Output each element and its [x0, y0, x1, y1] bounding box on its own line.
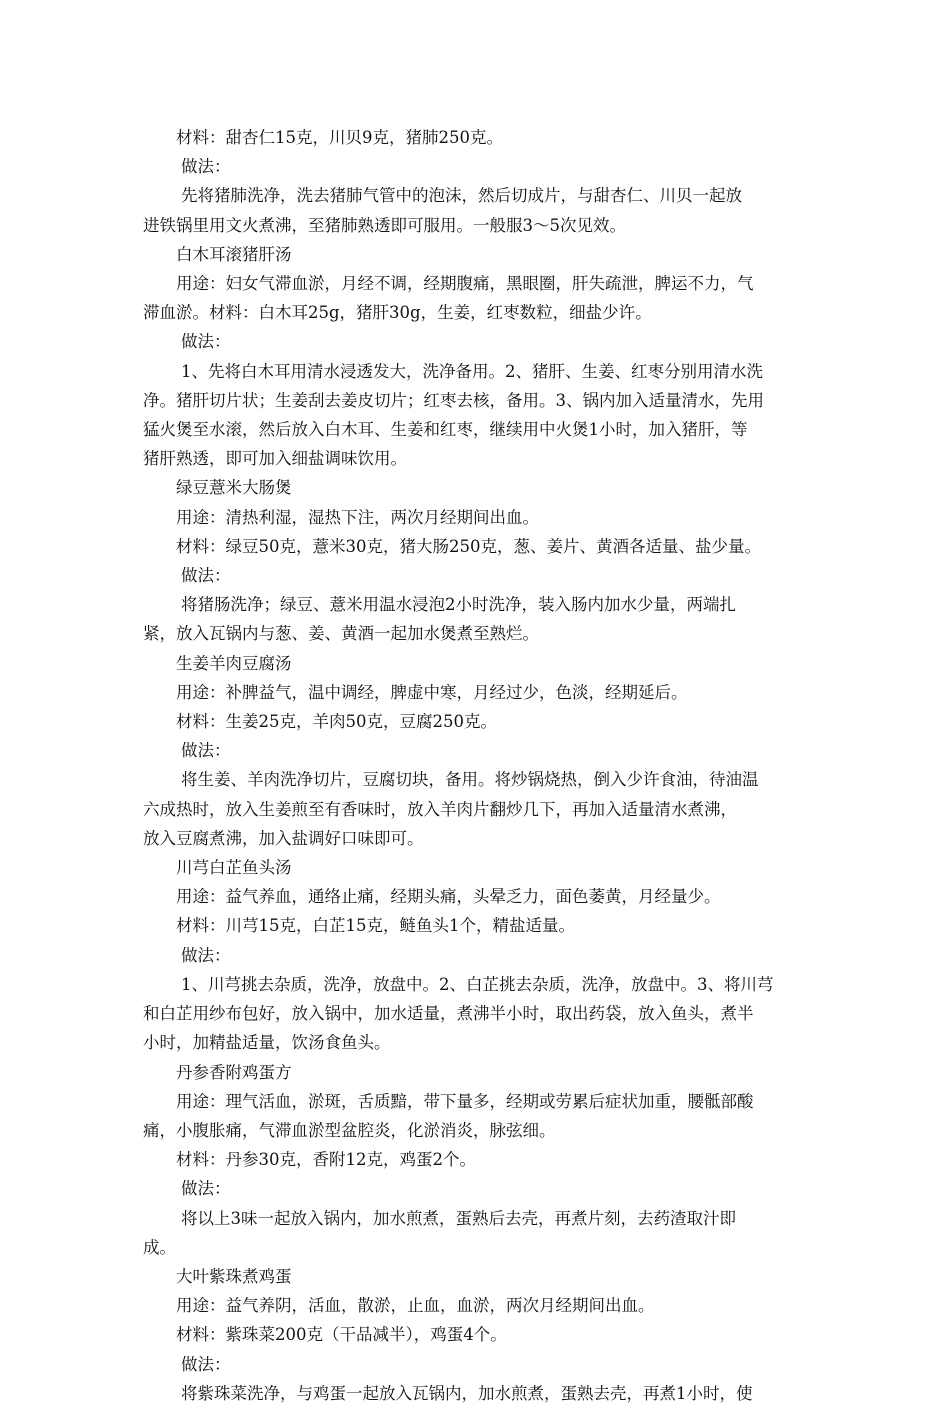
text-line: 绿豆薏米大肠煲: [176, 478, 292, 498]
text-line: 做法：: [181, 157, 231, 177]
text-line: 大叶紫珠煮鸡蛋: [176, 1266, 292, 1286]
text-line: 放入豆腐煮沸，加入盐调好口味即可。: [143, 828, 424, 848]
text-line: 痛，小腹胀痛，气滞血淤型盆腔炎，化淤消炎，脉弦细。: [143, 1120, 556, 1140]
text-line: 将猪肠洗净；绿豆、薏米用温水浸泡2小时洗净，装入肠内加水少量，两端扎: [181, 595, 736, 615]
text-line: 1、先将白木耳用清水浸透发大，洗净备用。2、猪肝、生姜、红枣分别用清水洗: [181, 361, 763, 381]
text-line: 材料：生姜25克，羊肉50克，豆腐250克。: [176, 712, 497, 732]
text-line: 生姜羊肉豆腐汤: [176, 653, 292, 673]
text-line: 做法：: [181, 332, 231, 352]
text-line: 做法：: [181, 566, 231, 586]
text-line: 进铁锅里用文火煮沸，至猪肺熟透即可服用。一般服3～5次见效。: [143, 215, 626, 235]
text-line: 材料：丹参30克，香附12克，鸡蛋2个。: [176, 1150, 476, 1170]
text-line: 1、川芎挑去杂质，洗净，放盘中。2、白芷挑去杂质，洗净，放盘中。3、将川芎: [181, 974, 774, 994]
text-line: 净。猪肝切片状；生姜刮去姜皮切片；红枣去核，备用。3、锅内加入适量清水，先用: [143, 390, 764, 410]
text-line: 用途：理气活血，淤斑，舌质黯，带下量多，经期或劳累后症状加重，腰骶部酸: [176, 1091, 754, 1111]
text-line: 做法：: [181, 741, 231, 761]
text-line: 材料：绿豆50克，薏米30克，猪大肠250克，葱、姜片、黄酒各适量、盐少量。: [176, 536, 761, 556]
text-line: 川芎白芷鱼头汤: [176, 858, 292, 878]
text-line: 将生姜、羊肉洗净切片，豆腐切块，备用。将炒锅烧热，倒入少许食油，待油温: [181, 770, 759, 790]
text-line: 丹参香附鸡蛋方: [176, 1062, 292, 1082]
text-line: 用途：妇女气滞血淤，月经不调，经期腹痛，黑眼圈，肝失疏泄，脾运不力，气: [176, 274, 754, 294]
text-line: 六成热时，放入生姜煎至有香味时，放入羊肉片翻炒几下，再加入适量清水煮沸，: [143, 799, 737, 819]
text-line: 成。: [143, 1237, 176, 1257]
document-page: [143, 123, 808, 1408]
text-line: 做法：: [181, 1179, 231, 1199]
text-line: 用途：益气养阴，活血，散淤，止血，血淤，两次月经期间出血。: [176, 1296, 655, 1316]
text-line: 材料：川芎15克，白芷15克，鲢鱼头1个，精盐适量。: [176, 916, 575, 936]
text-line: 白木耳滚猪肝汤: [176, 244, 292, 264]
text-line: 和白芷用纱布包好，放入锅中，加水适量，煮沸半小时，取出药袋，放入鱼头，煮半: [143, 1004, 754, 1024]
text-line: 小时，加精盐适量，饮汤食鱼头。: [143, 1033, 391, 1053]
text-line: 用途：益气养血，通络止痛，经期头痛，头晕乏力，面色萎黄，月经量少。: [176, 887, 721, 907]
text-line: 做法：: [181, 945, 231, 965]
text-line: 先将猪肺洗净，洗去猪肺气管中的泡沫，然后切成片，与甜杏仁、川贝一起放: [181, 186, 742, 206]
text-line: 材料：紫珠菜200克（干品减半），鸡蛋4个。: [176, 1325, 507, 1345]
text-line: 用途：清热利湿，湿热下注，两次月经期间出血。: [176, 507, 539, 527]
text-line: 紧，放入瓦锅内与葱、姜、黄酒一起加水煲煮至熟烂。: [143, 624, 539, 644]
text-line: 将以上3味一起放入锅内，加水煎煮，蛋熟后去壳，再煮片刻，去药渣取汁即: [181, 1208, 736, 1228]
text-line: 滞血淤。材料：白木耳25g，猪肝30g，生姜，红枣数粒，细盐少许。: [143, 303, 652, 323]
text-line: 猪肝熟透，即可加入细盐调味饮用。: [143, 449, 407, 469]
text-line: 材料：甜杏仁15克，川贝9克，猪肺250克。: [176, 128, 503, 147]
text-line: 做法：: [181, 1354, 231, 1374]
text-line: 猛火煲至水滚，然后放入白木耳、生姜和红枣，继续用中火煲1小时，加入猪肝，等: [143, 420, 748, 440]
text-line: 用途：补脾益气，温中调经，脾虚中寒，月经过少，色淡，经期延后。: [176, 682, 688, 702]
text-line: 将紫珠菜洗净，与鸡蛋一起放入瓦锅内，加水煎煮，蛋熟去壳，再煮1小时，使: [181, 1383, 753, 1403]
